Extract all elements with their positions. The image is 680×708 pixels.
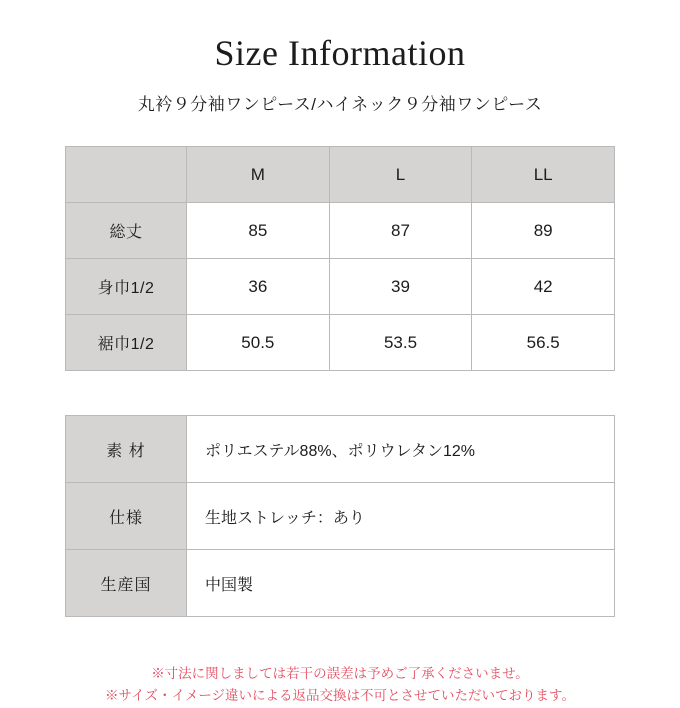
size-measurements-table [65, 146, 615, 371]
table-row [66, 483, 615, 550]
size-table-body [66, 203, 615, 371]
table-row [66, 550, 615, 617]
table-row [66, 315, 615, 371]
cell-hem-width-l: 53.5 [329, 315, 472, 371]
row-label-body-width: 身巾1/2 [66, 259, 187, 315]
table-row [66, 416, 615, 483]
size-column-header-m: M [187, 147, 330, 203]
cell-total-length-ll: 89 [472, 203, 615, 259]
spec-label-country-of-origin: 生産国 [66, 550, 187, 617]
table-row [66, 203, 615, 259]
product-spec-table [65, 415, 615, 617]
spec-table-body [66, 416, 615, 617]
size-table-container [0, 146, 680, 371]
product-name-subtitle: 丸衿９分袖ワンピース/ハイネック９分袖ワンピース [137, 95, 543, 114]
spec-label-specification: 仕様 [66, 483, 187, 550]
cell-hem-width-ll: 56.5 [472, 315, 615, 371]
row-label-total-length: 総丈 [66, 203, 187, 259]
disclaimer-notes [0, 663, 680, 708]
cell-body-width-ll: 42 [472, 259, 615, 315]
spec-table-container [0, 415, 680, 617]
page-title: Size Information [214, 33, 466, 73]
spec-label-material: 素 材 [66, 416, 187, 483]
size-column-header-l: L [329, 147, 472, 203]
cell-body-width-m: 36 [187, 259, 330, 315]
spec-value-specification: 生地ストレッチ：あり [187, 483, 615, 550]
row-label-hem-width: 裾巾1/2 [66, 315, 187, 371]
cell-body-width-l: 39 [329, 259, 472, 315]
disclaimer-note-measurement: ※寸法に関しましては若干の誤差は予めご了承くださいませ。 [151, 666, 529, 681]
cell-total-length-l: 87 [329, 203, 472, 259]
size-table-corner-cell [66, 147, 187, 203]
table-row [66, 259, 615, 315]
spec-value-material: ポリエステル88%、ポリウレタン12% [187, 416, 615, 483]
cell-total-length-m: 85 [187, 203, 330, 259]
spec-value-country-of-origin: 中国製 [187, 550, 615, 617]
table-header-row [66, 147, 615, 203]
cell-hem-width-m: 50.5 [187, 315, 330, 371]
size-table-head [66, 147, 615, 203]
size-column-header-ll: LL [472, 147, 615, 203]
disclaimer-note-returns: ※サイズ・イメージ違いによる返品交換は不可とさせていただいております。 [105, 688, 575, 704]
